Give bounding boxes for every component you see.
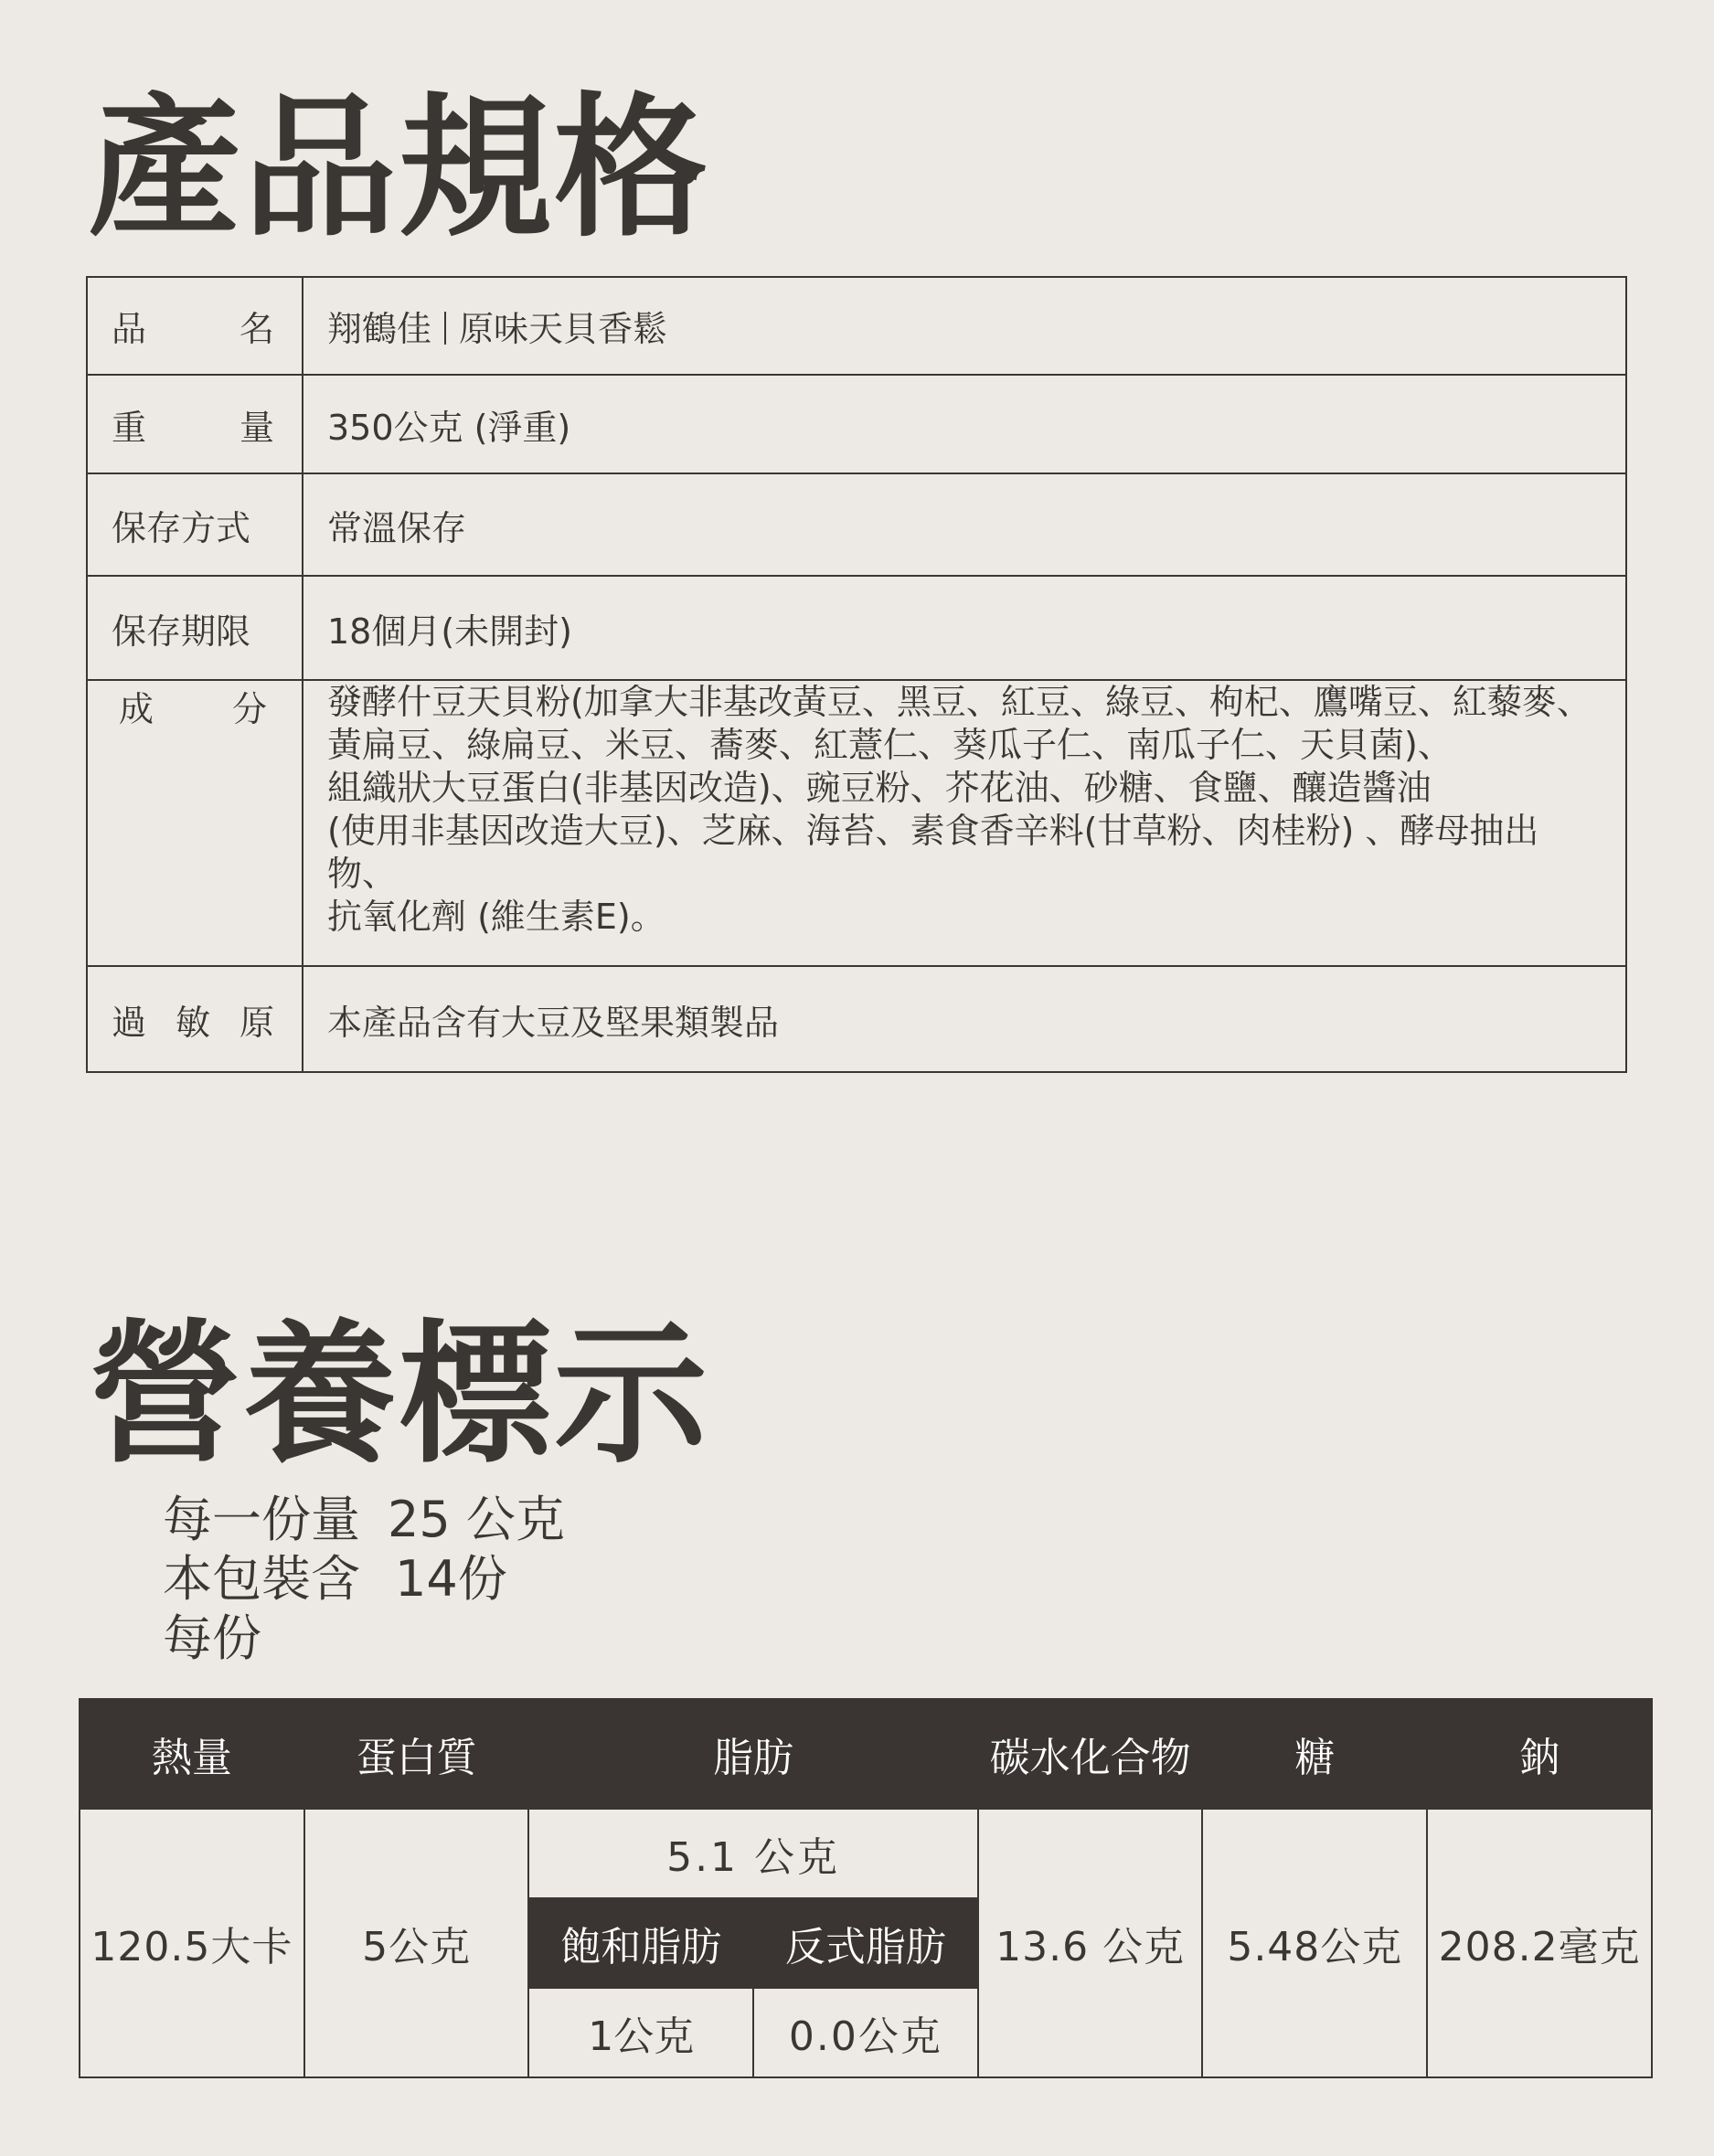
spec-label-char: 分: [231, 689, 267, 729]
serving-size-label: 每一份量: [163, 1491, 360, 1548]
allergens-value: 本產品含有大豆及堅果類製品: [303, 966, 1626, 1072]
spec-row-weight: [87, 375, 1626, 473]
spec-row-name: [87, 277, 1626, 375]
value-trans-fat: 0.0公克: [753, 1988, 978, 2077]
servings-per-package: [163, 1549, 565, 1609]
spec-label-char: 敏: [175, 1002, 210, 1043]
spec-label-char: 重: [112, 407, 147, 448]
spec-row-shelf-life: [87, 576, 1626, 680]
value-carbs: 13.6 公克: [978, 1809, 1203, 2077]
header-calories: 熱量: [80, 1699, 304, 1809]
value-calories: 120.5大卡: [80, 1809, 304, 2077]
spec-row-ingredients: [87, 680, 1626, 966]
per-serving-label: 每份: [163, 1609, 261, 1667]
servings-label: 本包裝含: [163, 1550, 360, 1608]
shelf-life-label: 保存期限: [87, 576, 303, 680]
value-sodium: 208.2毫克: [1427, 1809, 1652, 2077]
header-carbs: 碳水化合物: [978, 1699, 1203, 1809]
spec-row-allergens: [87, 966, 1626, 1072]
spec-label-char: 名: [239, 309, 274, 349]
header-protein: 蛋白質: [304, 1699, 529, 1809]
servings-value: 14份: [395, 1550, 507, 1608]
storage-label: 保存方式: [87, 473, 303, 576]
serving-size-value: 25 公克: [388, 1491, 565, 1548]
value-fat: 5.1 公克: [528, 1809, 977, 1898]
nutrition-value-row: [80, 1809, 1652, 1898]
nutrition-title: 營養標示: [88, 1305, 709, 1484]
header-saturated-fat: 飽和脂肪: [528, 1898, 753, 1988]
ingredients-line: 黃扁豆、綠扁豆、米豆、蕎麥、紅薏仁、葵瓜子仁、南瓜子仁、天貝菌)、: [327, 725, 1453, 765]
header-sodium: 鈉: [1427, 1699, 1652, 1809]
spec-label-char: 品: [112, 309, 147, 349]
product-name: 原味天貝香鬆: [459, 309, 668, 349]
shelf-life-value: 18個月(未開封): [303, 576, 1626, 680]
spec-title: 產品規格: [88, 79, 709, 258]
value-saturated-fat: 1公克: [528, 1988, 753, 2077]
ingredients-line: 發酵什豆天貝粉(加拿大非基改黃豆、黑豆、紅豆、綠豆、枸杞、鷹嘴豆、紅藜麥、: [327, 682, 1592, 722]
nutrition-header-row: [80, 1699, 1652, 1809]
serving-info: [163, 1490, 565, 1668]
header-sugar: 糖: [1202, 1699, 1427, 1809]
spec-label-char: 原: [239, 1002, 274, 1043]
spec-table: [86, 276, 1627, 1073]
ingredients-value: [303, 680, 1626, 966]
serving-size: [163, 1490, 565, 1549]
spec-label-char: 量: [239, 407, 274, 448]
value-sugar: 5.48公克: [1202, 1809, 1427, 2077]
header-trans-fat: 反式脂肪: [753, 1898, 978, 1988]
value-protein: 5公克: [304, 1809, 529, 2077]
nutrition-table: [79, 1698, 1653, 2078]
spec-label-char: 過: [112, 1002, 147, 1043]
spec-label-char: 成: [119, 689, 154, 729]
storage-value: 常溫保存: [303, 473, 1626, 576]
ingredients-line: 抗氧化劑 (維生素E)。: [327, 897, 665, 937]
ingredients-line: (使用非基因改造大豆)、芝麻、海苔、素食香辛料(甘草粉、肉桂粉) 、酵母抽出物、: [327, 811, 1539, 894]
divider: [444, 312, 446, 345]
product-brand: 翔鶴佳: [327, 309, 432, 349]
weight-value: 350公克 (淨重): [303, 375, 1626, 473]
header-fat: 脂肪: [528, 1699, 977, 1809]
spec-row-storage: [87, 473, 1626, 576]
ingredients-line: 組織狀大豆蛋白(非基因改造)、豌豆粉、芥花油、砂糖、食鹽、釀造醬油: [327, 768, 1432, 808]
